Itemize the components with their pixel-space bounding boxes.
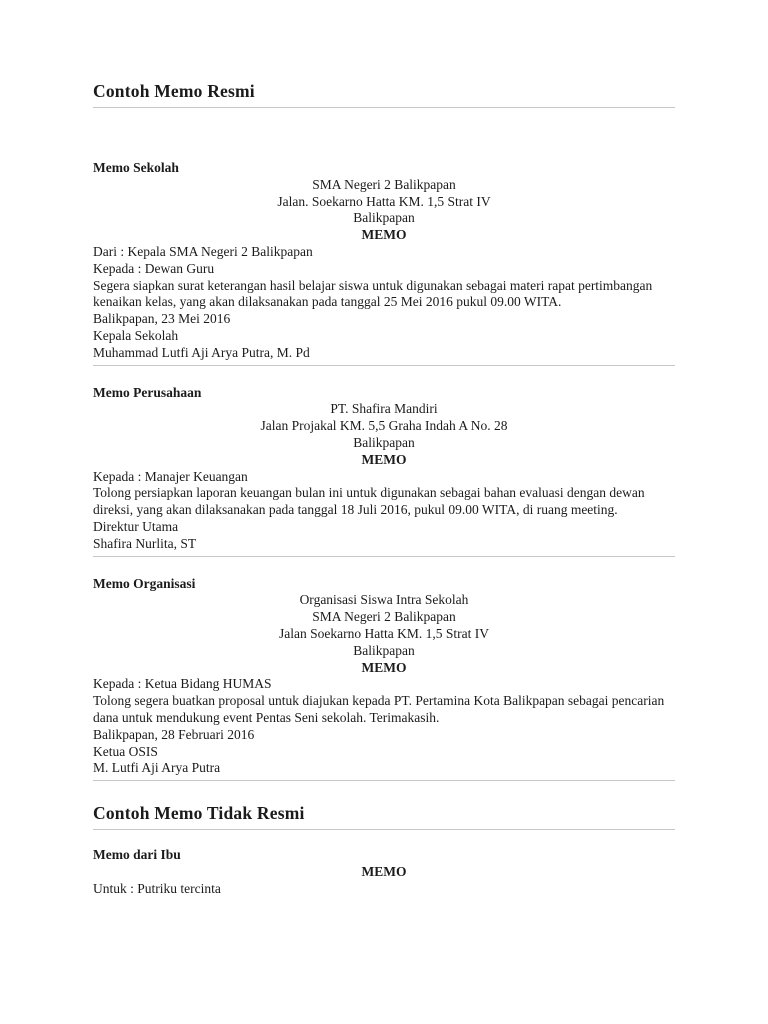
memo-body: Segera siapkan surat keterangan hasil belajar siswa untuk digunakan sebagai materi rapat pertimbangan kenaikan kelas, yang akan dilaksanakan pada tanggal 25 Mei 2016 pukul 09.00 WITA. — [93, 277, 653, 310]
memo-dari-ibu-section — [93, 847, 675, 897]
from-line: Dari : Kepala SMA Negeri 2 Balikpapan — [93, 243, 313, 259]
page-title-contoh-memo-tidak-resmi: Contoh Memo Tidak Resmi — [93, 802, 675, 830]
memo-sekolah-section — [93, 160, 675, 366]
closing-line: Kepala Sekolah — [93, 327, 179, 343]
org-line: Balikpapan — [353, 642, 415, 658]
org-line: Jalan Soekarno Hatta KM. 1,5 Strat IV — [279, 625, 489, 641]
closing-line: Direktur Utama — [93, 518, 179, 534]
memo-heading: Memo Organisasi — [93, 575, 196, 591]
memo-label: MEMO — [361, 659, 407, 675]
memo-organisasi-section — [93, 576, 675, 782]
org-line: SMA Negeri 2 Balikpapan — [312, 609, 456, 625]
memo-body: Tolong persiapkan laporan keuangan bulan ini untuk digunakan sebagai bahan evaluasi dengan dewan direksi, yang akan dilaksanakan pada tanggal 18 Juli 2016, pukul 09.00 WITA, di ruang meeting. — [93, 485, 645, 518]
memo-heading: Memo Perusahaan — [93, 384, 202, 400]
closing-line: Muhammad Lutfi Aji Arya Putra, M. Pd — [93, 344, 310, 360]
memo-label: MEMO — [361, 451, 407, 467]
org-line: Jalan. Soekarno Hatta KM. 1,5 Strat IV — [277, 193, 491, 209]
org-line: Balikpapan — [353, 434, 415, 450]
org-line: Balikpapan — [353, 210, 415, 226]
closing-line: Balikpapan, 28 Februari 2016 — [93, 726, 255, 742]
org-line: SMA Negeri 2 Balikpapan — [312, 176, 456, 192]
org-line: Organisasi Siswa Intra Sekolah — [299, 592, 469, 608]
org-line: Jalan Projakal KM. 5,5 Graha Indah A No. 28 — [260, 418, 508, 434]
to-line: Kepada : Manajer Keuangan — [93, 468, 248, 484]
org-line: PT. Shafira Mandiri — [330, 401, 438, 417]
closing-line: M. Lutfi Aji Arya Putra — [93, 760, 221, 776]
closing-line: Balikpapan, 23 Mei 2016 — [93, 311, 231, 327]
to-line: Kepada : Dewan Guru — [93, 260, 215, 276]
memo-body: Tolong segera buatkan proposal untuk diajukan kepada PT. Pertamina Kota Balikpapan sebagai pencarian dana untuk mendukung event Pentas Seni sekolah. Terimakasih. — [93, 693, 665, 725]
memo-heading: Memo Sekolah — [93, 160, 179, 175]
to-line: Kepada : Ketua Bidang HUMAS — [93, 676, 272, 692]
closing-line: Shafira Nurlita, ST — [93, 535, 197, 551]
closing-line: Ketua OSIS — [93, 743, 158, 759]
memo-heading: Memo dari Ibu — [93, 847, 181, 863]
memo-label: MEMO — [361, 863, 407, 879]
memo-perusahaan-section — [93, 385, 675, 557]
to-line: Untuk : Putriku tercinta — [93, 880, 221, 896]
page-title-contoh-memo-resmi: Contoh Memo Resmi — [93, 80, 675, 108]
memo-label: MEMO — [361, 227, 407, 243]
